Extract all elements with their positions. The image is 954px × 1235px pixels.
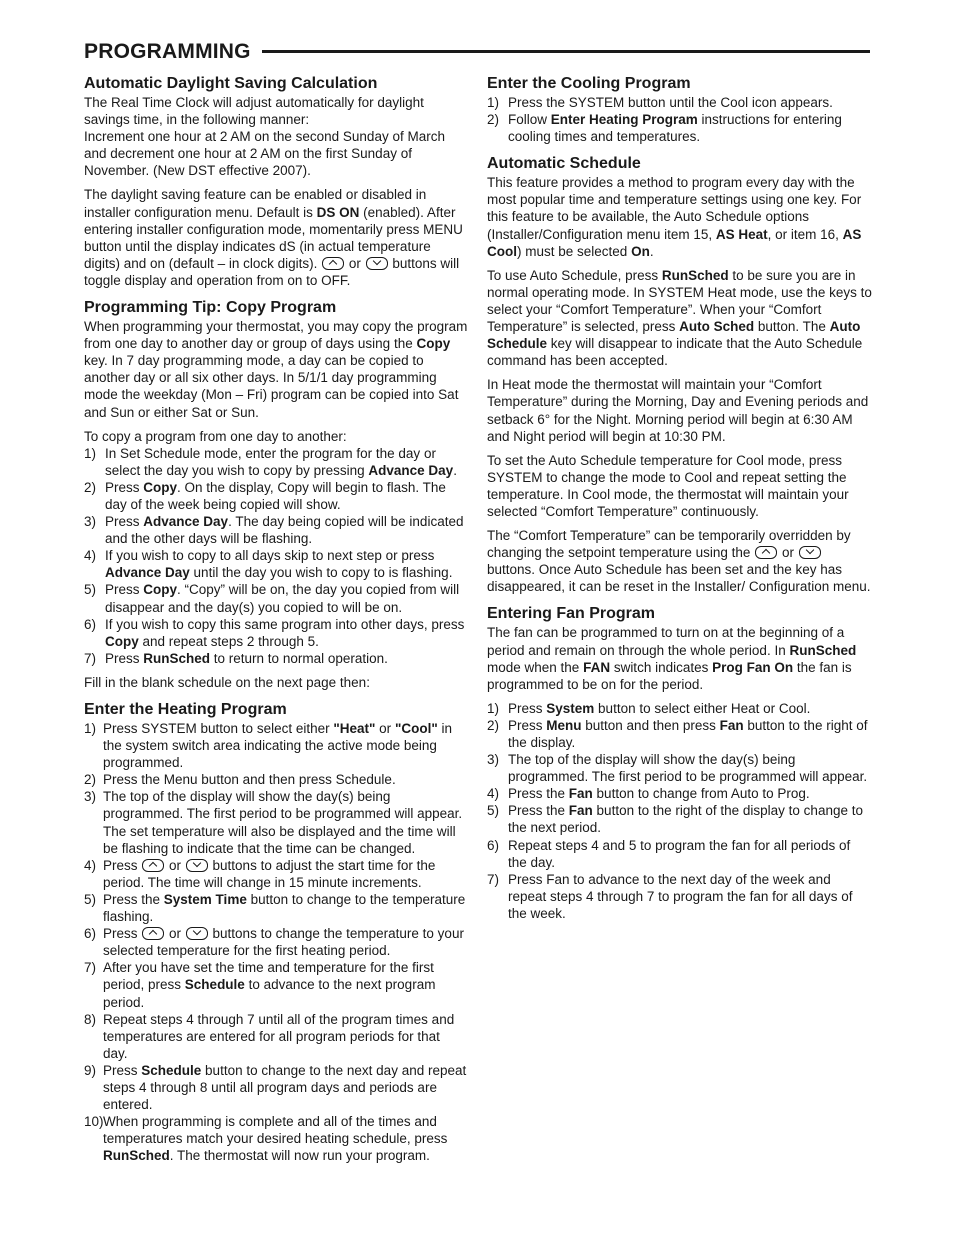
auto-paragraph-4: To set the Auto Schedule temperature for Cool mode, press SYSTEM to change the mode to Cool and repeat setting the temperature. In Cool mode, the thermostat will maintain your selected “Comfort Temperature” continuously. bbox=[487, 452, 849, 519]
auto-paragraph-2: To use Auto Schedule, press RunSched to be sure you are in normal operating mode. In SYSTEM Heat mode, use the keys to select your “Comfort Temperature”. When your “Comfort Temperature” is selected, press Auto Sched button. The Auto Schedule key will disappear to indicate that the Auto Schedule command has been accepted. bbox=[487, 267, 872, 369]
page-header bbox=[84, 38, 870, 68]
auto-paragraph-5: The “Comfort Temperature” can be temporarily overridden by changing the setpoint temperature using the or buttons. Once Auto Schedule has been set and the key has disappeared, it can be reset in the Installer/ Configuration menu. bbox=[487, 528, 871, 595]
down-arrow-icon bbox=[366, 257, 388, 270]
up-arrow-icon bbox=[322, 257, 344, 270]
page-title: PROGRAMMING bbox=[84, 40, 251, 63]
dst-paragraph-2: Increment one hour at 2 AM on the second Sunday of March and decrement one hour at 2 AM on the first Sunday of November. (New DST effective 2007). bbox=[84, 129, 445, 179]
list-item: 3) The top of the display will show the day(s) being programmed. The first period to be programmed will appear. The set temperature will also be displayed and the time will be flashing to indicate that the time can be changed. bbox=[84, 789, 463, 856]
left-column bbox=[84, 74, 468, 1164]
copy-heading: Programming Tip: Copy Program bbox=[84, 299, 337, 317]
list-item: 2) Follow Enter Heating Program instructions for entering cooling times and temperatures. bbox=[487, 112, 842, 145]
list-item: 4) Press the Fan button to change from Auto to Prog. bbox=[487, 786, 810, 802]
list-item: 1) In Set Schedule mode, enter the program for the day or select the day you wish to copy by pressing Advance Day. bbox=[84, 445, 457, 478]
dst-paragraph-1: The Real Time Clock will adjust automatically for daylight savings time, in the following manner: bbox=[84, 95, 424, 128]
copy-intro: To copy a program from one day to another: bbox=[84, 428, 347, 444]
list-item: 3) The top of the display will show the day(s) being programmed. The first period to be programmed will appear. bbox=[487, 752, 868, 785]
cool-heading: Enter the Cooling Program bbox=[487, 75, 691, 92]
heat-steps-list bbox=[84, 720, 468, 1164]
heat-heading: Enter the Heating Program bbox=[84, 701, 287, 718]
list-item: 7) Press RunSched to return to normal operation. bbox=[84, 650, 388, 666]
up-arrow-icon bbox=[142, 859, 164, 872]
list-item: 5) Press Copy. “Copy” will be on, the day you copied from will disappear and the day(s) you copied to will be on. bbox=[84, 582, 460, 615]
list-item: 6) If you wish to copy this same program into other days, press Copy and repeat steps 2 through 5. bbox=[84, 616, 465, 649]
list-item: 3) Press Advance Day. The day being copied will be indicated and the other days will be flashing. bbox=[84, 514, 464, 547]
cool-steps-list bbox=[487, 94, 872, 145]
fan-heading: Entering Fan Program bbox=[487, 605, 656, 623]
list-item: 1) Press SYSTEM button to select either "Heat" or "Cool" in the system switch area indicating the active mode being programmed. bbox=[84, 721, 452, 771]
list-item: 6) Repeat steps 4 and 5 to program the fan for all periods of the day. bbox=[487, 837, 851, 870]
copy-steps-list bbox=[84, 445, 468, 667]
fan-steps-list bbox=[487, 700, 872, 922]
dst-heading: Automatic Daylight Saving Calculation bbox=[84, 75, 378, 92]
auto-paragraph-3: In Heat mode the thermostat will maintain your “Comfort Temperature” during the Morning, Day and Evening periods and setback 6° for the Night. Morning period will begin at 6:30 AM and Night period will begin at 10:30 PM. bbox=[487, 377, 869, 444]
up-arrow-icon bbox=[142, 927, 164, 940]
auto-heading: Automatic Schedule bbox=[487, 155, 641, 173]
list-item: 6) Press or buttons to change the temperature to your selected temperature for the first heating period. bbox=[84, 926, 464, 959]
list-item: 8) Repeat steps 4 through 7 until all of the program times and temperatures are entered for all program periods for that day. bbox=[84, 1011, 455, 1061]
list-item: 4) If you wish to copy to all days skip to next step or press Advance Day until the day you wish to copy to is flashing. bbox=[84, 548, 453, 581]
list-item: 7) Press Fan to advance to the next day of the week and repeat steps 4 through 7 to program the fan for all days of the week. bbox=[487, 871, 853, 921]
list-item: 7) After you have set the time and temperature for the first period, press Schedule to advance to the next program period. bbox=[84, 960, 436, 1010]
list-item: 2) Press Copy. On the display, Copy will begin to flash. The day of the week being copied will show. bbox=[84, 479, 446, 512]
list-item: 1) Press the SYSTEM button until the Cool icon appears. bbox=[487, 95, 833, 110]
copy-fill-note: Fill in the blank schedule on the next page then: bbox=[84, 674, 370, 690]
down-arrow-icon bbox=[186, 927, 208, 940]
right-column bbox=[487, 74, 872, 922]
list-item: 2) Press the Menu button and then press Schedule. bbox=[84, 772, 396, 788]
list-item: 4) Press or buttons to adjust the start time for the period. The time will change in 15 minute increments. bbox=[84, 857, 436, 890]
list-item: 1) Press System button to select either Heat or Cool. bbox=[487, 700, 811, 716]
auto-paragraph-1: This feature provides a method to program every day with the most popular time and temperature settings using one key. For this feature to be available, the Auto Schedule options (Installer/Configuration menu item 15, AS Heat, or item 16, AS Cool) must be selected On. bbox=[487, 175, 862, 259]
dst-paragraph-3: The daylight saving feature can be enabled or disabled in installer configuration menu. Default is DS ON (enabled). After entering installer configuration mode, momentarily press MENU button until the display indicates dS (in actual temperature digits) and on (default – in clock digits). or buttons will toggle display and operation from on to OFF. bbox=[84, 187, 463, 288]
list-item: 9) Press Schedule button to change to the next day and repeat steps 4 through 8 until all program days and periods are entered. bbox=[84, 1062, 467, 1113]
list-item: 5) Press the Fan button to the right of the display to change to the next period. bbox=[487, 803, 863, 836]
down-arrow-icon bbox=[799, 546, 821, 559]
fan-paragraph: The fan can be programmed to turn on at the beginning of a period and remain on through the whole period. In RunSched mode when the FAN switch indicates Prog Fan On the fan is programmed to be on for the period. bbox=[487, 625, 857, 692]
list-item: 5) Press the System Time button to change to the temperature flashing. bbox=[84, 891, 466, 925]
down-arrow-icon bbox=[186, 859, 208, 872]
list-item: 10) When programming is complete and all of the times and temperatures match your desired heating schedule, press RunSched. The thermostat will now run your program. bbox=[84, 1114, 448, 1164]
title-rule bbox=[262, 50, 870, 53]
list-item: 2) Press Menu button and then press Fan button to the right of the display. bbox=[487, 717, 868, 750]
copy-paragraph: When programming your thermostat, you may copy the program from one day to another day or group of days using the Copy key. In 7 day programming mode, a day can be copied to another day or all six other days. In 5/1/1 day programming mode the weekday (Mon – Fri) program can be copied into Sat and Sun or either Sat or Sun. bbox=[84, 319, 468, 420]
up-arrow-icon bbox=[755, 546, 777, 559]
